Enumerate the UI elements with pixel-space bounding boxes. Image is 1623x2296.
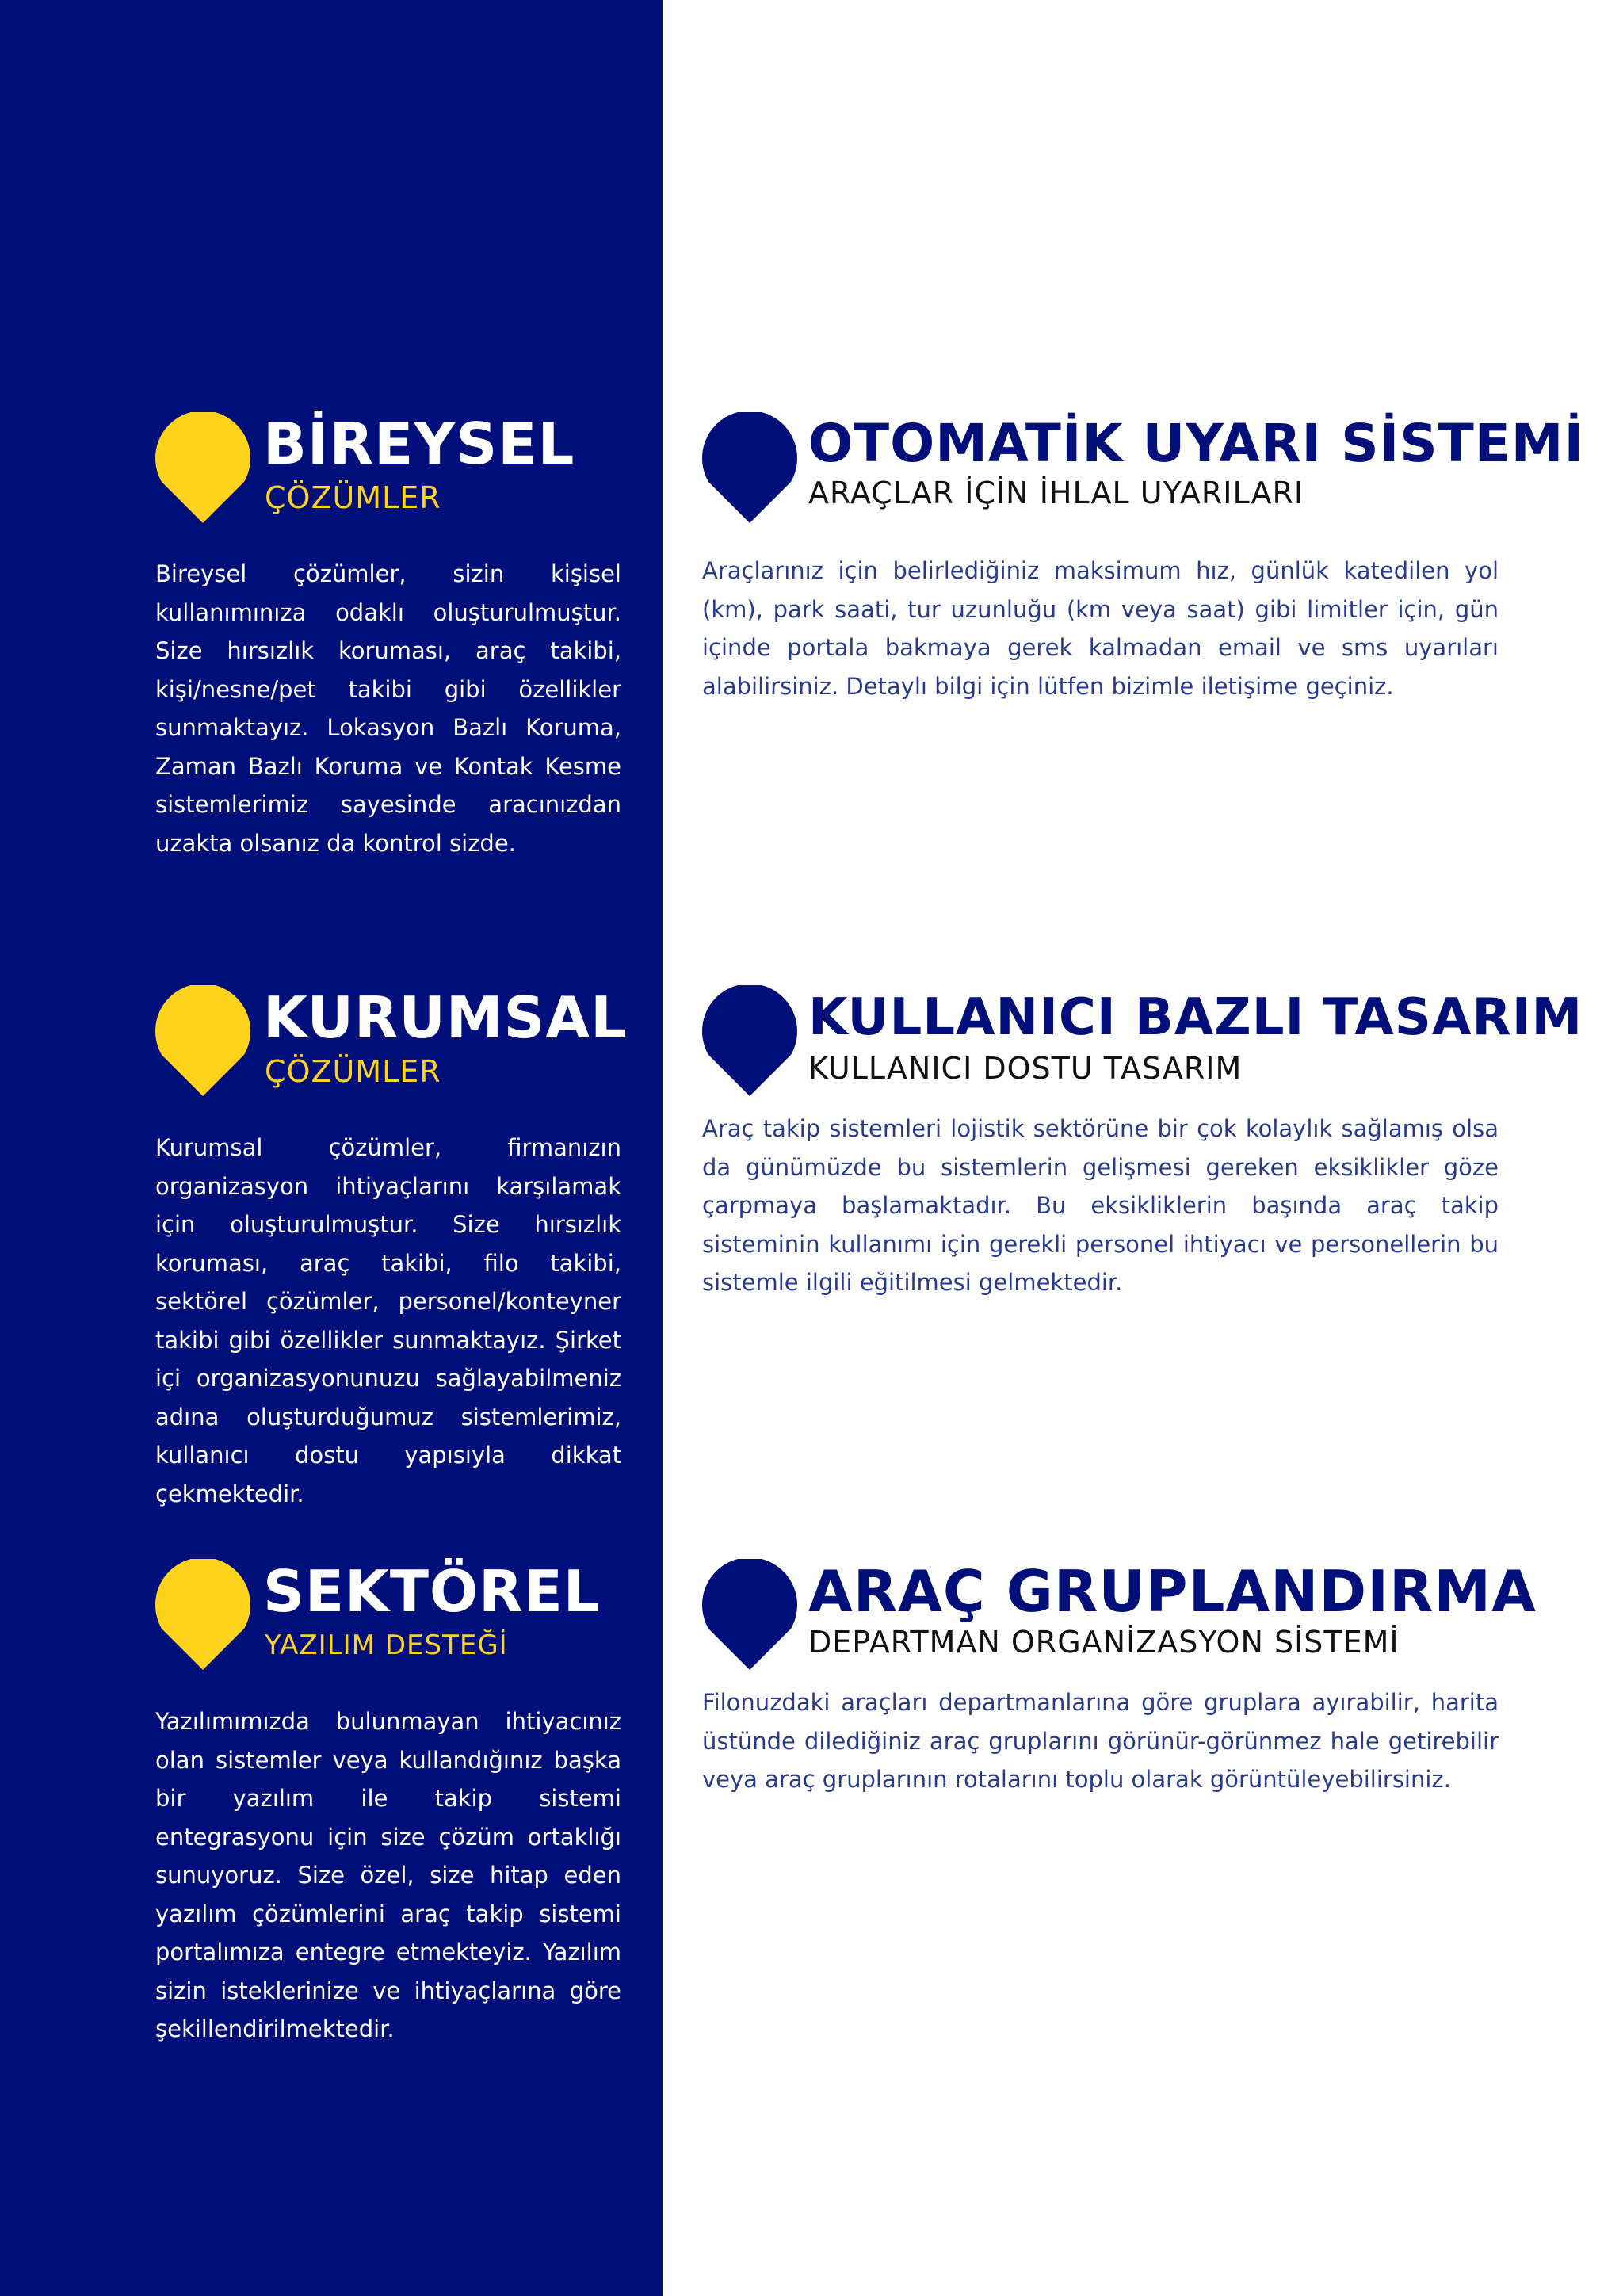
location-pin-icon — [702, 985, 797, 1096]
section-title: ARAÇ GRUPLANDIRMA — [808, 1558, 1537, 1625]
section-body: Kurumsal çözümler, firmanızın organizasyon ihtiyaçlarını karşılamak için oluşturulmuştur. Size hırsızlık koruması, araç takibi, filo takibi, sektörel çözümler, personel/konteyner takibi gibi özellikler sunmaktayız. Şirket içi organizasyonunuzu sağlayabilmeniz adına oluşturduğumuz sistemlerimiz, kullanıcı dostu yapısıyla dikkat çekmektedir. — [155, 1134, 621, 1507]
section-title: OTOMATİK UYARI SİSTEMİ — [808, 413, 1585, 474]
location-pin-icon — [155, 412, 250, 523]
section-title: KULLANICI BAZLI TASARIM — [808, 988, 1583, 1047]
section-subtitle: DEPARTMAN ORGANİZASYON SİSTEMİ — [808, 1625, 1400, 1660]
location-pin-icon — [155, 985, 250, 1096]
section-body: Yazılımımızda bulunmayan ihtiyacınız olan sistemler veya kullandığınız başka bir yazılım ile takip sistemi entegrasyonu için size çözüm ortaklığı sunuyoruz. Size özel, size hitap eden yazılım çözümlerini araç takip sistemi portalımıza entegre etmekteyiz. Yazılım sizin isteklerinize ve ihtiyaçlarına göre şekillendirilmektedir. — [155, 1708, 621, 2042]
section-body: Bireysel çözümler, sizin kişisel kullanımınıza odaklı oluşturulmuştur. Size hırsızlık koruması, araç takibi, kişi/nesne/pet takibi gibi özellikler sunmaktayız. Lokasyon Bazlı Koruma, Zaman Bazlı Koruma ve Kontak Kesme sistemlerimiz sayesinde aracınızdan uzakta olsanız da kontrol sizde. — [155, 560, 621, 857]
section-body: Araç takip sistemleri lojistik sektörüne bir çok kolaylık sağlamış olsa da günümüzde bu sistemlerin gelişmesi gereken eksiklikler göze çarpmaya başlamaktadır. Bu eksikliklerin başında araç takip sisteminin kullanımı için gerekli personel ihtiyacı ve personellerin bu sistemle ilgili eğitilmesi gelmektedir. — [702, 1115, 1499, 1296]
section-body: Araçlarınız için belirlediğiniz maksimum hız, günlük katedilen yol (km), park saati, tur uzunluğu (km veya saat) gibi limitler için, gün içinde portala bakmaya gerek kalmadan email ve sms uyarıları alabilirsiniz. Detaylı bilgi için lütfen bizimle iletişime geçiniz. — [702, 557, 1499, 700]
section-subtitle: ÇÖZÜMLER — [265, 1054, 441, 1089]
section-title: BİREYSEL — [263, 411, 575, 477]
section-subtitle: KULLANICI DOSTU TASARIM — [808, 1051, 1243, 1086]
location-pin-icon — [702, 412, 797, 523]
section-title: KURUMSAL — [263, 984, 628, 1051]
section-body: Filonuzdaki araçları departmanlarına göre gruplara ayırabilir, harita üstünde dilediğiniz araç gruplarını görünür-görünmez hale getirebilir veya araç gruplarının rotalarını toplu olarak görüntüleyebilirsiniz. — [702, 1689, 1499, 1793]
location-pin-icon — [155, 1559, 250, 1670]
location-pin-icon — [702, 1559, 797, 1670]
section-title: SEKTÖREL — [263, 1558, 601, 1625]
section-subtitle: YAZILIM DESTEĞİ — [265, 1629, 508, 1661]
section-subtitle: ARAÇLAR İÇİN İHLAL UYARILARI — [808, 476, 1304, 510]
section-subtitle: ÇÖZÜMLER — [265, 480, 441, 515]
